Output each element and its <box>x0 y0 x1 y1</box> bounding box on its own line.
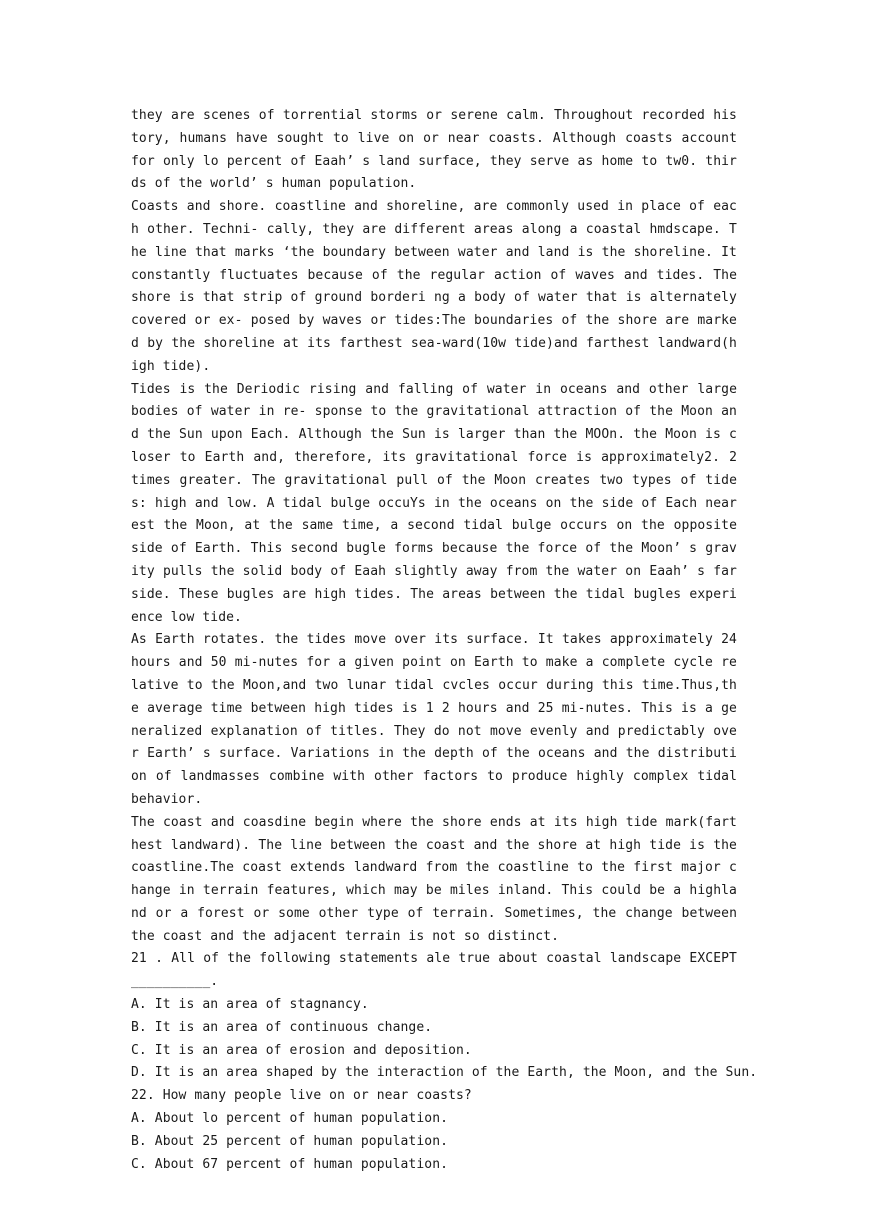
question-21 <box>131 948 758 1085</box>
paragraph-tides: Tides is the Deriodic rising and falling of water in oceans and other large bodies of water in re- sponse to the gravitational attraction of the Moon and the Sun upon Each. Although the Sun is larger than the MOOn. the Moon is closer to Earth and, therefore, its gravitational force is approximately2. 2 times greater. The gravitational pull of the Moon creates two types of tides: high and low. A tidal bulge occuYs in the oceans on the side of Each nearest the Moon, at the same time, a second tidal bulge occurs on the opposite side of Earth. This second bugle forms because the force of the Moon’ s gravity pulls the solid body of Eaah slightly away from the water on Eaah’ s far side. These bugles are high tides. The areas between the tidal bugles experience low tide. <box>131 381 737 625</box>
answer-option: C. About 67 percent of human population. <box>131 1156 449 1172</box>
answer-option: C. It is an area of erosion and deposition. <box>131 1042 472 1058</box>
answer-option: A. About lo percent of human population. <box>131 1111 449 1127</box>
paragraph-coastline: The coast and coasdine begin where the shore ends at its high tide mark(farthest landward). The line between the coast and the shore at high tide is the coastline.The coast extends landward from the coastline to the first major change in terrain features, which may be miles inland. This could be a highland or a forest or some other type of terrain. Sometimes, the change between the coast and the adjacent terrain is not so distinct. <box>131 814 737 944</box>
answer-option: D. It is an area shaped by the interaction of the Earth, the Moon, and the Sun. <box>131 1065 758 1081</box>
question-22 <box>131 1085 737 1176</box>
paragraph-earth-rotation: As Earth rotates. the tides move over its surface. It takes approximately 24 hours and 50 mi-nutes for a given point on Earth to make a complete cycle relative to the Moon,and two lunar tidal cvcles occur during this time.Thus,the average time between high tides is 1 2 hours and 25 mi-nutes. This is a generalized explanation of titles. They do not move evenly and predictably over Earth’ s surface. Variations in the depth of the oceans and the distribution of landmasses combine with other factors to produce highly complex tidal behavior. <box>131 632 737 807</box>
answer-option: A. It is an area of stagnancy. <box>131 997 369 1013</box>
question-stem: 22. How many people live on or near coasts? <box>131 1088 472 1104</box>
answer-option: B. It is an area of continuous change. <box>131 1019 433 1035</box>
paragraph-coasts-and-shore: Coasts and shore. coastline and shoreline, are commonly used in place of each other. Techni- cally, they are different areas along a coastal hmdscape. The line that marks ‘the boundary between water and land is the shoreline. It constantly fluctuates because of the regular action of waves and tides. The shore is that strip of ground borderi ng a body of water that is alternately covered or ex- posed by waves or tides:The boundaries of the shore are marked by the shoreline at its farthest sea-ward(10w tide)and farthest landward(high tide). <box>131 199 737 374</box>
answer-option: B. About 25 percent of human population. <box>131 1133 449 1149</box>
question-stem: 21 . All of the following statements ale true about coastal landscape EXCEPT__________. <box>131 951 737 990</box>
document-page <box>131 105 758 1176</box>
paragraph-intro: they are scenes of torrential storms or serene calm. Throughout recorded history, humans have sought to live on or near coasts. Although coasts account for only lo percent of Eaah’ s land surface, they serve as home to tw0. thirds of the world’ s human population. <box>131 108 737 192</box>
